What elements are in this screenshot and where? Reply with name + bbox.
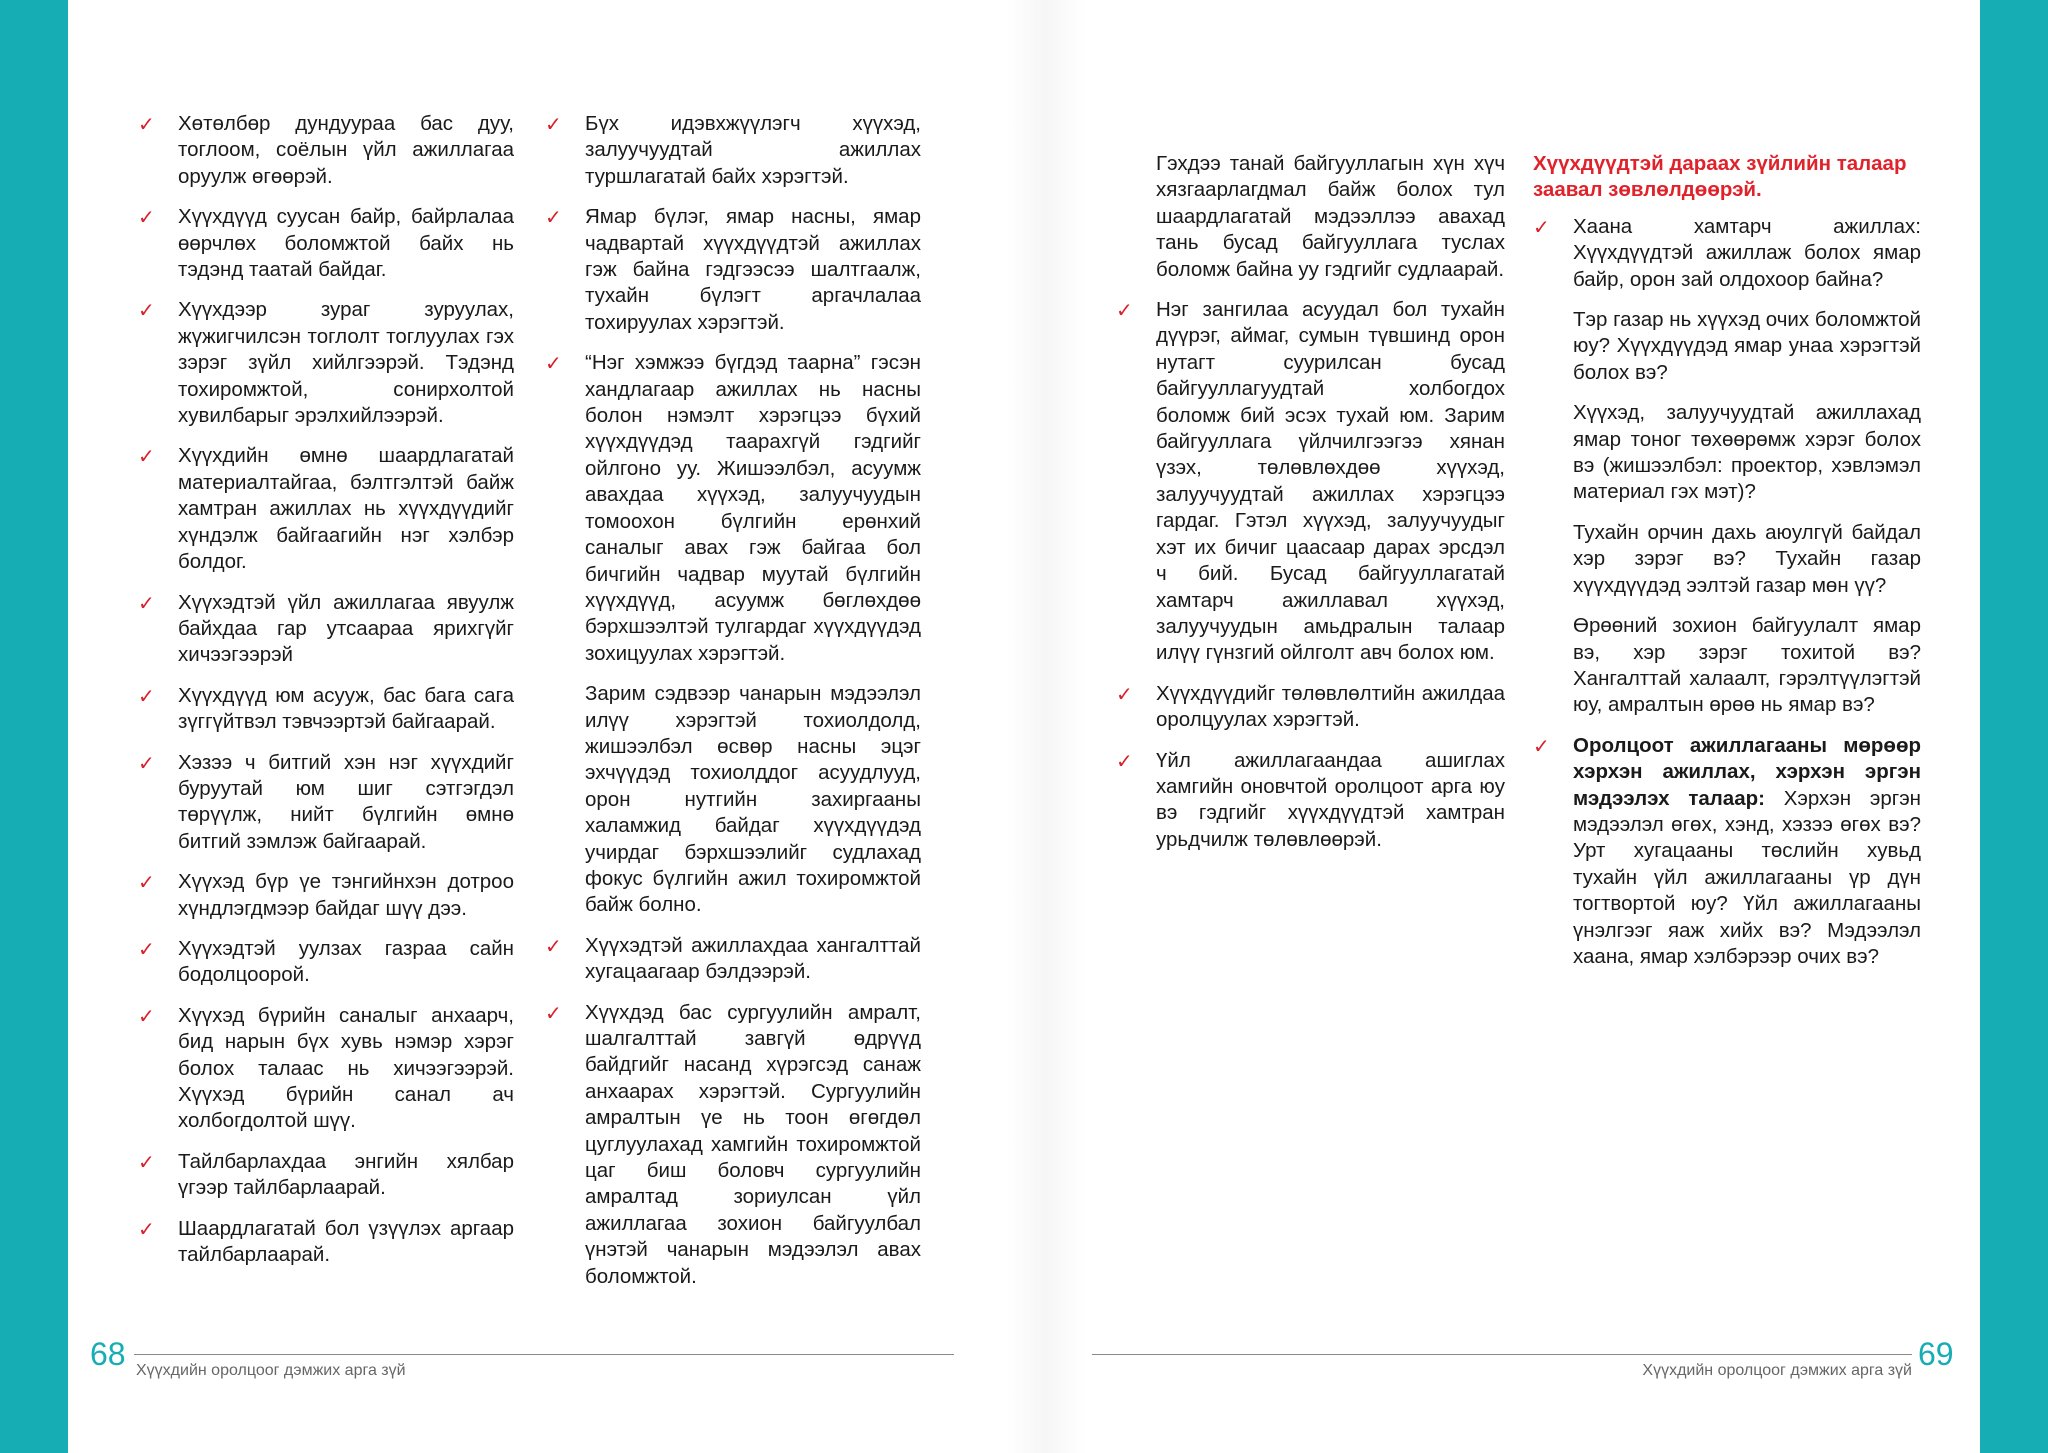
list-item-text: Хүүхдүүд юм асууж, бас бага сага зүггүйтвэл тэвчээртэй байгаарай. — [178, 683, 514, 734]
left-footer-rule — [134, 1354, 954, 1355]
left-col1-list — [138, 111, 514, 1268]
list-item-text: Хүүхэдтэй ажиллахдаа хангалттай хугацаагаар бэлдээрэй. — [585, 933, 921, 984]
left-footer-text: Хүүхдийн оролцоог дэмжих арга зүй — [136, 1362, 406, 1379]
left-col2-paragraph: Зарим сэдвээр чанарын мэдээлэл илүү хэрэгтэй тохиолдолд, жишээлбэл өсвөр насны эцэг эхчүүдэд тохиолддог асуудлууд, орон нутгийн захиргааны халамжид байдаг хүүхдүүдэд учирдаг бэрхшээлийг судлахад фокус бүлгийн ажил тохиромжтой байж болно. — [585, 682, 921, 917]
check-icon: ✓ — [1533, 733, 1550, 758]
list-item — [1116, 748, 1505, 854]
list-item — [545, 933, 921, 986]
list-item-text: Хөтөлбөр дундуураа бас дуу, тоглоом, соёлын үйл ажиллагаа оруулж өгөөрэй. — [178, 112, 514, 188]
left-page-number: 68 — [90, 1336, 126, 1372]
left-col2-list — [545, 111, 921, 667]
check-icon: ✓ — [138, 683, 155, 708]
list-item-text: Хүүхдүүдийг төлөвлөлтийн ажилдаа оролцуулах хэрэгтэй. — [1156, 681, 1505, 732]
check-icon: ✓ — [138, 1149, 155, 1174]
check-icon: ✓ — [545, 1000, 562, 1025]
list-item — [138, 111, 514, 190]
check-icon: ✓ — [1533, 214, 1550, 239]
list-item — [138, 1216, 514, 1269]
book-gutter — [1006, 0, 1086, 1453]
check-icon: ✓ — [545, 112, 562, 136]
check-icon: ✓ — [545, 205, 562, 230]
list-item — [138, 750, 514, 856]
left-col2-list-2 — [545, 933, 921, 1290]
list-item — [138, 590, 514, 669]
check-icon: ✓ — [138, 1216, 155, 1241]
right-col2-list-2 — [1533, 733, 1921, 971]
list-item — [1533, 733, 1921, 971]
list-item-text: Хаана хамтарч ажиллах: Хүүхдүүдтэй ажиллаж болох ямар байр, орон зай олдохоор байна? — [1573, 214, 1921, 291]
paragraph: Өрөөний зохион байгуулалт ямар вэ, хэр зэрэг тохитой вэ? Хангалттай халаалт, гэрэлтүүлэгтэй юу, амралтын өрөө нь ямар вэ? — [1573, 614, 1921, 717]
list-item-text: Хүүхдүүд суусан байр, байрлалаа өөрчлөх боломжтой байх нь тэдэнд таатай байдаг. — [178, 205, 514, 282]
list-item-text: “Нэг хэмжээ бүгдэд таарна” гэсэн хандлагаар ажиллах нь насны болон нэмэлт хэрэгцээ бүхий хүүхдүүдэд таарахгүй гэдгийг ойлгоно уу. Жишээлбэл, асуумж авахдаа хүүхэд, залуучуудын томоохон бүлгийн ерөнхий саналыг авах гэж байгаа бол бичгийн чадвар муутай бүлгийн хүүхдүүд, асуумж бөглөхдөө бэрхшээлтэй тулгардаг хүүхдүүдэд зохицуулах хэрэгтэй. — [585, 351, 921, 665]
list-item — [138, 204, 514, 283]
list-item — [138, 297, 514, 429]
list-item — [545, 1000, 921, 1290]
list-item-text: Бүх идэвхжүүлэгч хүүхэд, залуучуудтай ажиллах туршлагатай байх хэрэгтэй. — [585, 112, 921, 188]
right-footer-text: Хүүхдийн оролцоог дэмжих арга зүй — [1642, 1362, 1912, 1379]
list-item-text: Хэзээ ч битгий хэн нэг хүүхдийг буруутай юм шиг сэтгэгдэл төрүүлж, нийт бүлгийн өмнө битгий зэмлэж байгаарай. — [178, 750, 514, 853]
list-item-text: Хүүхэд бүр үе тэнгийнхэн дотроо хүндлэгдмээр байдаг шүү дээ. — [178, 870, 514, 920]
left-edge-band — [0, 0, 68, 1453]
paragraph: Тухайн орчин дахь аюулгүй байдал хэр зэрэг вэ? Тухайн газар хүүхдүүдэд ээлтэй газар мөн үү? — [1573, 520, 1921, 597]
list-item — [1116, 297, 1505, 667]
right-col2-paragraphs — [1533, 307, 1921, 719]
left-page-column-1 — [138, 111, 514, 1282]
paragraph: Хүүхэд, залуучуудтай ажиллахад ямар тоног төхөөрөмж хэрэг болох вэ (жишээлбэл: проектор, хэвлэмэл материал гэх мэт)? — [1573, 401, 1921, 504]
list-item — [545, 111, 921, 190]
check-icon: ✓ — [138, 870, 155, 895]
check-icon: ✓ — [1116, 681, 1133, 706]
check-icon: ✓ — [545, 351, 562, 376]
list-item — [138, 1149, 514, 1202]
list-item — [1116, 681, 1505, 734]
right-page-column-1 — [1116, 151, 1505, 867]
list-item-text: Ямар бүлэг, ямар насны, ямар чадвартай хүүхдүүдтэй ажиллах гэж байна гэдгээсээ шалтгаалж, тухайн бүлэгт аргачлалаа тохируулах хэрэгтэй. — [585, 205, 921, 334]
list-item-text: Үйл ажиллагаандаа ашиглах хамгийн оновчтой оролцоот арга юу вэ гэдгийг хүүхдүүдтэй хамтран урьдчилж төлөвлөөрэй. — [1156, 748, 1505, 851]
list-item-text: Хүүхдэд бас сургуулийн амралт, шалгалттай завгүй өдрүүд байдгийг насанд хүрэгсэд санаж анхаарах хэрэгтэй. Сургуулийн амралтын үе нь тоон өгөгдөл цуглуулахад хамгийн тохиромжтой цаг биш боловч сургуулийн амралтад зориулсан үйл ажиллагаа зохион байгуулбал үнэтэй чанарын мэдээлэл авах боломжтой. — [585, 1000, 921, 1288]
list-item-text: Шаардлагатай бол үзүүлэх аргаар тайлбарлаарай. — [178, 1216, 514, 1267]
list-item-text: Хүүхэдтэй үйл ажиллагаа явуулж байхдаа гар утсаараа ярихгүйг хичээгээрэй — [178, 590, 514, 667]
list-item-text: Хүүхдээр зураг зуруулах, жүжигчилсэн тоглолт тоглуулах гэх зэрэг зүйл хийлгээрэй. Тэдэнд тохиромжтой, сонирхолтой хувилбарыг эрэлхийлээрэй. — [178, 298, 514, 428]
check-icon: ✓ — [1116, 748, 1133, 773]
check-icon: ✓ — [1116, 298, 1133, 323]
right-col1-list — [1116, 297, 1505, 853]
list-item — [138, 936, 514, 989]
list-item-bold-lead: Оролцоот ажиллагааны мөрөөр хэрхэн ажиллах, хэрхэн эргэн мэдээлэх талаар: — [1573, 733, 1921, 810]
list-item — [138, 443, 514, 575]
list-item — [545, 350, 921, 667]
list-item — [545, 204, 921, 336]
check-icon: ✓ — [138, 444, 155, 469]
right-col1-paragraph: Гэхдээ танай байгууллагын хүн хүч хязгаарлагдмал байж болох тул шаардлагатай мэдээллээ авахад тань бусад байгууллага туслах боломж байна уу гэдгийг судлаарай. — [1156, 152, 1505, 281]
check-icon: ✓ — [138, 298, 155, 323]
check-icon: ✓ — [545, 933, 562, 958]
section-heading: Хүүхдүүдтэй дараах зүйлийн талаар заавал зөвлөлдөөрэй. — [1533, 152, 1907, 202]
check-icon: ✓ — [138, 750, 155, 775]
check-icon: ✓ — [138, 1003, 155, 1028]
list-item-text: Хүүхэдтэй уулзах газраа сайн бодолцоорой. — [178, 936, 514, 987]
right-page-number: 69 — [1918, 1336, 1954, 1372]
check-icon: ✓ — [138, 590, 155, 615]
list-item — [1533, 214, 1921, 293]
list-item-text: Хэрхэн эргэн мэдээлэл өгөх, хэнд, хэзээ өгөх вэ? Урт хугацааны төслийн хувьд тухайн үйл ажиллагааны үр дүн тогтвортой юу? Үйл ажиллагааны үнэлгээг яаж хийх вэ? Мэдээлэл хаана, ямар хэлбэрээр очих вэ? — [1573, 786, 1921, 968]
check-icon: ✓ — [138, 205, 155, 230]
right-col2-list — [1533, 214, 1921, 293]
right-page-column-2 — [1533, 151, 1921, 984]
right-edge-band — [1980, 0, 2048, 1453]
list-item-text: Хүүхдийн өмнө шаардлагатай материалтайгаа, бэлтгэлтэй байж хамтран ажиллах нь хүүхдүүдийг хүндэлж байгаагийн нэг хэлбэр болдог. — [178, 444, 514, 574]
check-icon: ✓ — [138, 936, 155, 961]
check-icon: ✓ — [138, 112, 155, 136]
list-item — [138, 1003, 514, 1135]
list-item-text: Хүүхэд бүрийн саналыг анхаарч, бид нарын бүх хувь нэмэр хэрэг болох талаас нь хичээгээрэй. Хүүхэд бүрийн санал ач холбогдолтой шүү. — [178, 1003, 514, 1133]
list-item-text: Тайлбарлахдаа энгийн хялбар үгээр тайлбарлаарай. — [178, 1149, 514, 1200]
list-item — [138, 683, 514, 736]
list-item — [138, 869, 514, 922]
left-page-column-2 — [545, 111, 921, 1304]
paragraph: Тэр газар нь хүүхэд очих боломжтой юу? Хүүхдүүдэд ямар унаа хэрэгтэй болох вэ? — [1573, 308, 1921, 384]
list-item-text: Нэг зангилаа асуудал бол тухайн дүүрэг, аймаг, сумын түвшинд орон нутагт суурилсан бусад байгууллагуудтай холбогдох боломж бий эсэх тухай юм. Зарим байгууллага үйлчилгээгээ хянан үзэх, төлөвлөхдөө хүүхэд, залуучуудтай ажиллах хэрэгцээ гардаг. Гэтэл хүүхэд, залуучуудыг хэт их бичиг цаасаар дарах эрсдэл ч бий. Бусад байгууллагатай хамтарч ажиллавал хүүхэд, залуучуудын амьдралын талаар илүү гүнзгий ойлголт авч болох юм. — [1156, 298, 1505, 665]
right-footer-rule — [1092, 1354, 1912, 1355]
